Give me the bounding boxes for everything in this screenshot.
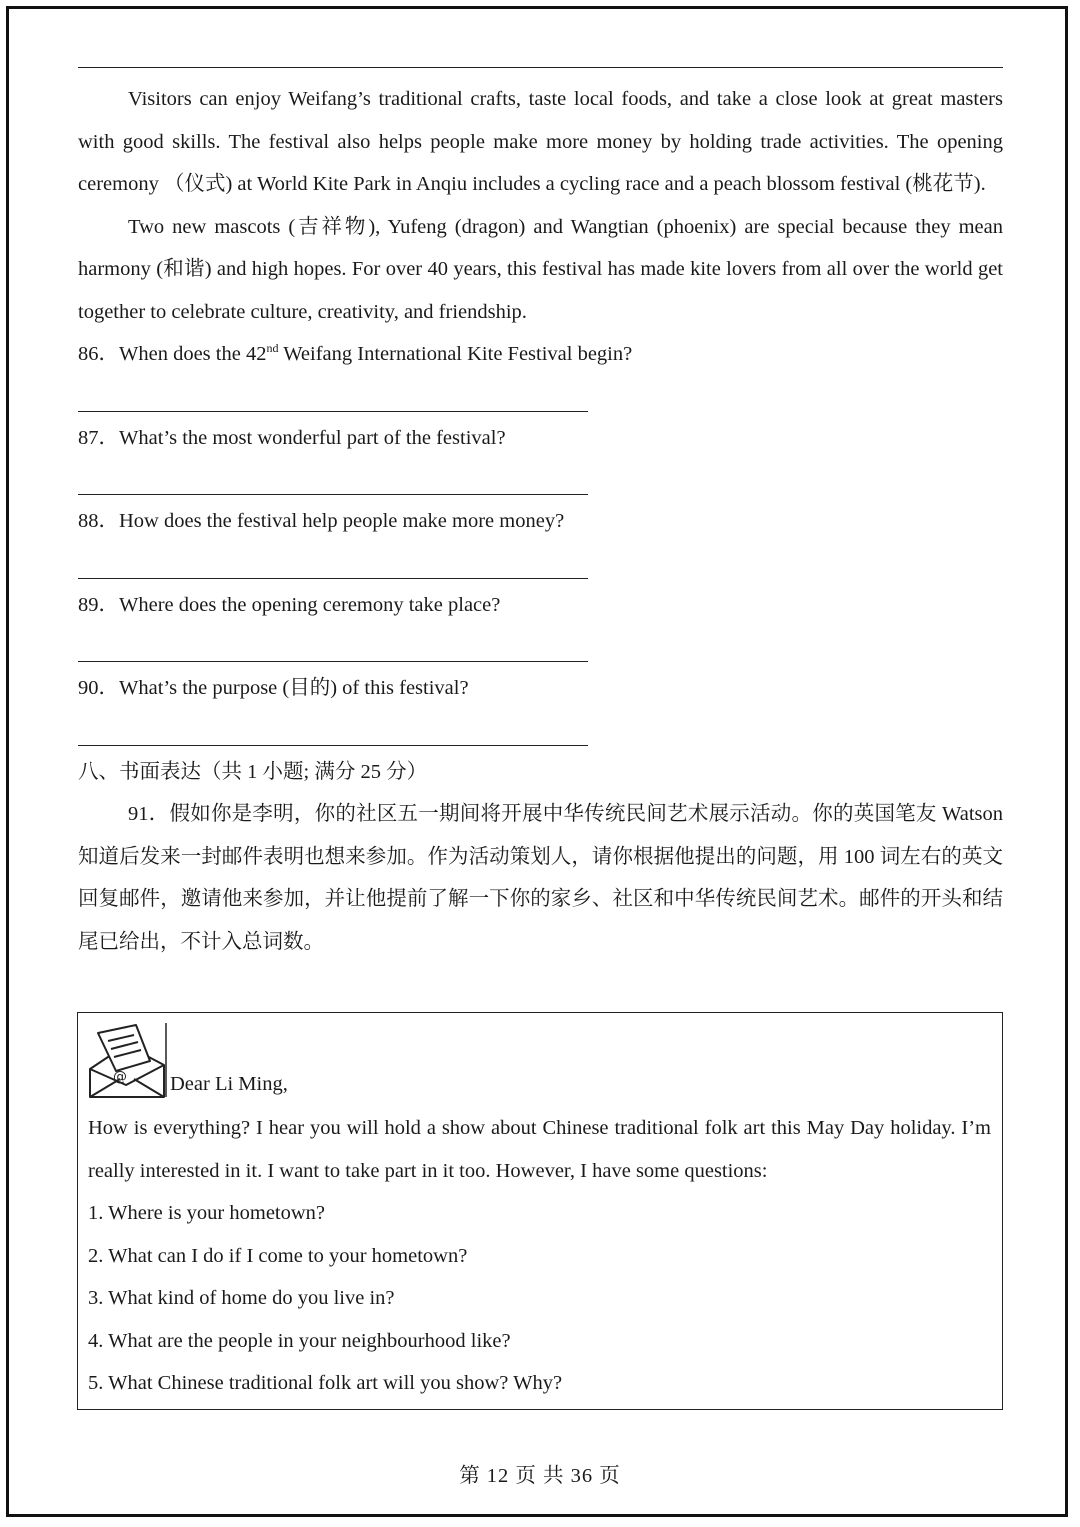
question-text-rest: Weifang International Kite Festival begin? [278,343,633,365]
answer-line-89[interactable] [78,661,588,662]
envelope-icon [86,1021,168,1099]
question-text: What’s the purpose (目的) of this festival? [119,677,469,699]
question-text: What’s the most wonderful part of the festival? [119,426,506,449]
passage-paragraph-1: Visitors can enjoy Weifang’s traditional crafts, taste local foods, and take a close look at great masters with good skills. The festival also helps people make more money by holding trade activities. The opening ceremony （仪式) at World Kite Park in Anqiu includes a cycling race and a peach blossom festival (桃花节). [78,88,1003,195]
question-90 [78,667,1003,710]
svg-text:@: @ [113,1069,127,1085]
question-text: When does the 42 [119,343,267,365]
question-number: 90． [78,677,119,699]
writing-prompt: 91．假如你是李明，你的社区五一期间将开展中华传统民间艺术展示活动。你的英国笔友 Watson 知道后发来一封邮件表明也想来参加。作为活动策划人，请你根据他提出的问题，用 100 词左右的英文回复邮件，邀请他来参加，并让他提前了解一下你的家乡、社区和中华传统民间艺术。邮件的开头和结尾已给出，不计入总词数。 [78,803,1003,953]
ordinal-suffix: nd [266,341,279,356]
letter-question-1: 1. Where is your hometown? [88,1202,326,1224]
letter-greeting: Dear Li Ming, [170,1073,288,1095]
question-87 [78,417,1003,460]
answer-line-87[interactable] [78,494,588,495]
question-number: 89． [78,593,119,616]
answer-line-90[interactable] [78,745,588,746]
main-content [78,78,1003,963]
answer-line-86[interactable] [78,411,588,412]
letter-question-5: 5. What Chinese traditional folk art will you show? Why? [88,1372,563,1394]
question-text: Where does the opening ceremony take place? [119,593,501,616]
passage-paragraph-2: Two new mascots (吉祥物), Yufeng (dragon) and Wangtian (phoenix) are special because they mean harmony (和谐) and high hopes. For over 40 years, this festival has made kite lovers from all over the world get together to celebrate culture, creativity, and friendship. [78,215,1003,323]
question-number: 86． [78,343,119,365]
question-89 [78,584,1003,627]
letter-intro: How is everything? I hear you will hold a show about Chinese traditional folk art this May Day holiday. I’m really interested in it. I want to take part in it too. However, I have some questions: [88,1117,991,1182]
question-88 [78,500,1003,543]
letter-question-3: 3. What kind of home do you live in? [88,1287,395,1309]
answer-line-88[interactable] [78,578,588,579]
letter-body [88,1107,991,1405]
question-number: 87． [78,426,119,449]
question-text: How does the festival help people make more money? [119,510,565,532]
page-number: 第 12 页 共 36 页 [459,1465,621,1487]
letter-box [77,1012,1003,1410]
section-title-writing: 八、书面表达（共 1 小题; 满分 25 分） [78,760,428,783]
question-86 [78,333,1003,376]
question-number: 88． [78,510,119,532]
top-divider [78,67,1003,68]
letter-question-2: 2. What can I do if I come to your hometown? [88,1244,468,1267]
letter-question-4: 4. What are the people in your neighbourhood like? [88,1329,511,1352]
